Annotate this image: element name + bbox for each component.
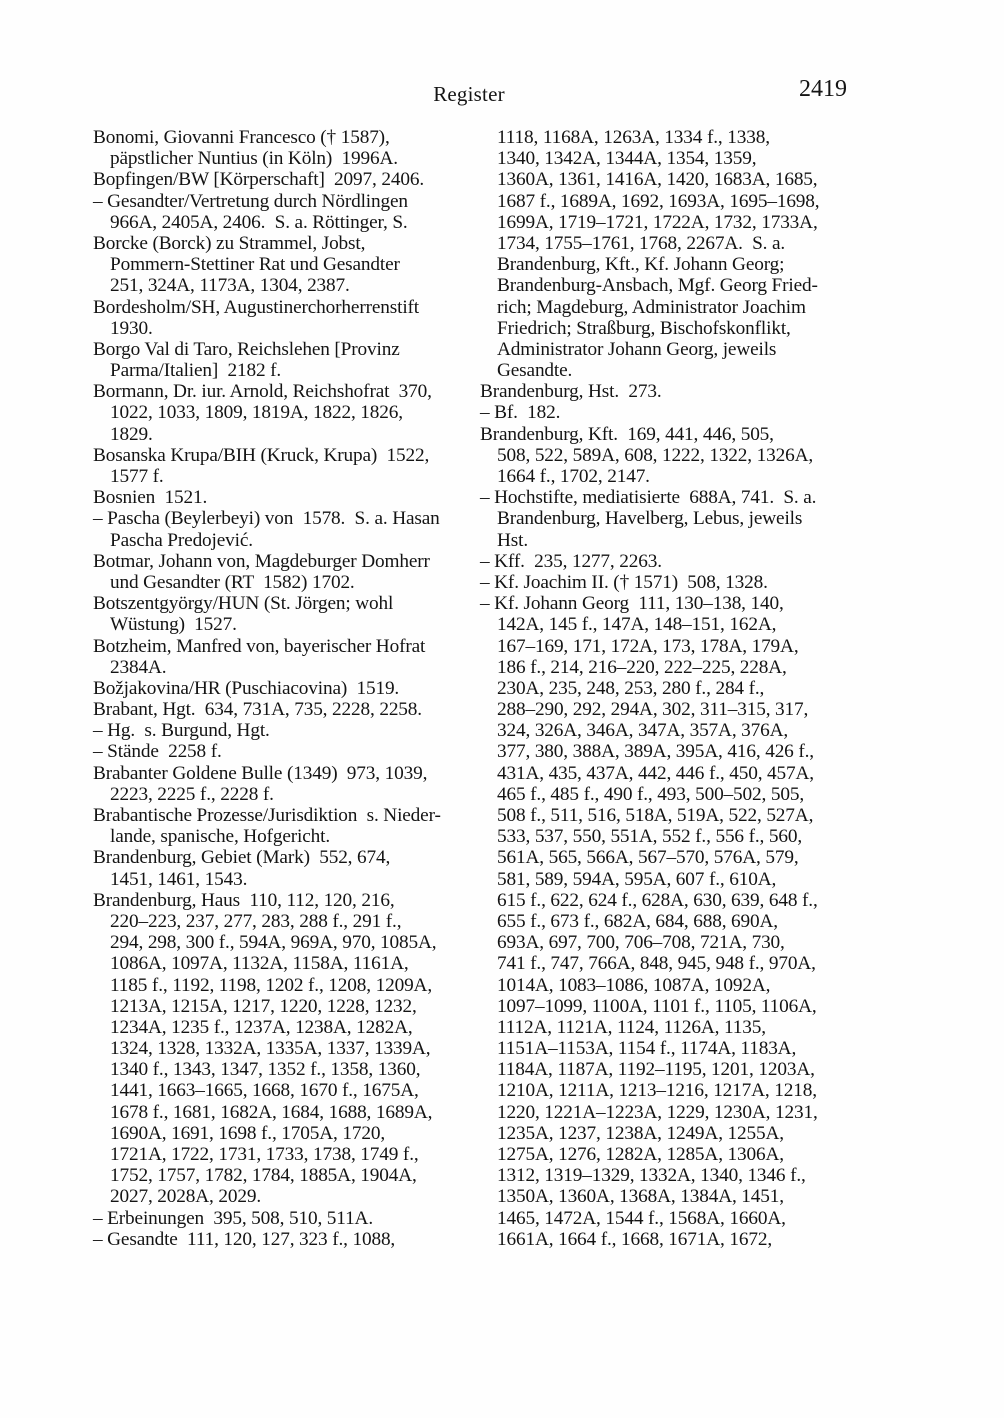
index-line: 1441, 1663–1665, 1668, 1670 f., 1675A, xyxy=(110,1080,419,1102)
index-line: 1752, 1757, 1782, 1784, 1885A, 1904A, xyxy=(110,1165,417,1187)
index-line: 1275A, 1276, 1282A, 1285A, 1306A, xyxy=(497,1144,784,1165)
index-line: 1340 f., 1343, 1347, 1352 f., 1358, 1360, xyxy=(110,1059,421,1081)
index-line: Brandenburg, Hst. 273. xyxy=(480,381,662,403)
index-line: 1185 f., 1192, 1198, 1202 f., 1208, 1209A, xyxy=(110,974,432,996)
index-line: 1930. xyxy=(110,317,153,339)
index-line: 1118, 1168A, 1263A, 1334 f., 1338, xyxy=(497,127,770,148)
index-line: 431A, 435, 437A, 442, 446 f., 450, 457A, xyxy=(497,762,814,784)
index-line: 465 f., 485 f., 490 f., 493, 500–502, 505, xyxy=(497,783,805,805)
index-line: 615 f., 622, 624 f., 628A, 630, 639, 648 f., xyxy=(497,889,818,911)
index-line: 1664 f., 1702, 2147. xyxy=(497,466,650,487)
index-line: 561A, 565, 566A, 567–570, 576A, 579, xyxy=(497,847,799,869)
index-line: – Hochstifte, mediatisierte 688A, 741. S. a. xyxy=(480,487,817,509)
index-line: 1014A, 1083–1086, 1087A, 1092A, xyxy=(497,974,771,996)
index-line: – Pascha (Beylerbeyi) von 1578. S. a. Hasan xyxy=(93,508,440,530)
index-line: Bopfingen/BW [Körperschaft] 2097, 2406. xyxy=(93,169,424,191)
index-line: Borcke (Borck) zu Strammel, Jobst, xyxy=(93,232,366,254)
index-line: und Gesandter (RT 1582) 1702. xyxy=(110,571,355,593)
index-line: 2223, 2225 f., 2228 f. xyxy=(110,783,274,805)
index-line: Bormann, Dr. iur. Arnold, Reichshofrat 370, xyxy=(93,381,432,403)
index-line: 581, 589, 594A, 595A, 607 f., 610A, xyxy=(497,868,777,890)
index-line: 741 f., 747, 766A, 848, 945, 948 f., 970A, xyxy=(497,953,816,975)
index-line: 1577 f. xyxy=(110,466,164,487)
index-line: 966A, 2405A, 2406. S. a. Röttinger, S. xyxy=(110,211,408,233)
index-line: 655 f., 673 f., 682A, 684, 688, 690A, xyxy=(497,910,778,932)
index-line: 508, 522, 589A, 608, 1222, 1322, 1326A, xyxy=(497,444,814,466)
index-line: Brandenburg-Ansbach, Mgf. Georg Fried- xyxy=(497,275,818,297)
index-line: 1360A, 1361, 1416A, 1420, 1683A, 1685, xyxy=(497,169,818,191)
index-line: 1678 f., 1681, 1682A, 1684, 1688, 1689A, xyxy=(110,1101,433,1123)
index-line: 1465, 1472A, 1544 f., 1568A, 1660A, xyxy=(497,1207,786,1229)
index-line: – Gesandter/Vertretung durch Nördlingen xyxy=(93,190,408,212)
index-line: 1112A, 1121A, 1124, 1126A, 1135, xyxy=(497,1016,766,1038)
index-line: 1451, 1461, 1543. xyxy=(110,868,248,890)
index-line: Botmar, Johann von, Magdeburger Domherr xyxy=(93,550,430,572)
index-line: 1324, 1328, 1332A, 1335A, 1337, 1339A, xyxy=(110,1038,431,1060)
index-line: 1097–1099, 1100A, 1101 f., 1105, 1106A, xyxy=(497,995,817,1017)
index-line: Botzheim, Manfred von, bayerischer Hofrat xyxy=(93,635,426,657)
index-line: Administrator Johann Georg, jeweils xyxy=(497,338,777,360)
index-line: Brandenburg, Kft., Kf. Johann Georg; xyxy=(497,254,785,276)
index-line: Pommern-Stettiner Rat und Gesandter xyxy=(110,254,400,276)
index-line: päpstlicher Nuntius (in Köln) 1996A. xyxy=(110,148,398,170)
index-line: 2384A. xyxy=(110,656,167,678)
index-line: Gesandte. xyxy=(497,360,573,382)
index-line: Brabanter Goldene Bulle (1349) 973, 1039, xyxy=(93,762,428,784)
index-line: lande, spanische, Hofgericht. xyxy=(110,826,330,848)
index-line: 167–169, 171, 172A, 173, 178A, 179A, xyxy=(497,635,799,657)
index-line: 693A, 697, 700, 706–708, 721A, 730, xyxy=(497,932,785,954)
index-line: – Kf. Johann Georg 111, 130–138, 140, xyxy=(480,593,784,615)
index-line: 1022, 1033, 1809, 1819A, 1822, 1826, xyxy=(110,402,403,424)
index-line: Bordesholm/SH, Augustinerchorherrenstift xyxy=(93,296,420,318)
index-line: 1699A, 1719–1721, 1722A, 1732, 1733A, xyxy=(497,211,818,233)
index-line: 1184A, 1187A, 1192–1195, 1201, 1203A, xyxy=(497,1059,815,1081)
index-line: – Gesandte 111, 120, 127, 323 f., 1088, xyxy=(93,1228,396,1250)
index-line: 1340, 1342A, 1344A, 1354, 1359, xyxy=(497,148,757,170)
index-line: rich; Magdeburg, Administrator Joachim xyxy=(497,296,806,318)
index-line: Božjakovina/HR (Puschiacovina) 1519. xyxy=(93,677,400,699)
index-line: 1687 f., 1689A, 1692, 1693A, 1695–1698, xyxy=(497,190,820,212)
index-line: 324, 326A, 346A, 347A, 357A, 376A, xyxy=(497,720,789,742)
index-line: – Hg. s. Burgund, Hgt. xyxy=(93,720,270,742)
index-line: Brandenburg, Kft. 169, 441, 446, 505, xyxy=(480,423,774,445)
index-line: – Erbeinungen 395, 508, 510, 511A. xyxy=(93,1207,374,1229)
index-line: Bosnien 1521. xyxy=(93,487,208,509)
index-line: 1086A, 1097A, 1132A, 1158A, 1161A, xyxy=(110,953,409,975)
index-line: 294, 298, 300 f., 594A, 969A, 970, 1085A, xyxy=(110,932,437,954)
index-line: Brandenburg, Haus 110, 112, 120, 216, xyxy=(93,889,395,911)
index-line: 2027, 2028A, 2029. xyxy=(110,1186,262,1208)
index-line: 508 f., 511, 516, 518A, 519A, 522, 527A, xyxy=(497,805,814,826)
index-line: Borgo Val di Taro, Reichslehen [Provinz xyxy=(93,338,400,360)
index-line: – Kff. 235, 1277, 2263. xyxy=(480,550,662,572)
index-line: 251, 324A, 1173A, 1304, 2387. xyxy=(110,275,350,297)
column-left xyxy=(93,127,493,1250)
index-line: 1220, 1221A–1223A, 1229, 1230A, 1231, xyxy=(497,1101,818,1123)
index-line: 1312, 1319–1329, 1332A, 1340, 1346 f., xyxy=(497,1165,806,1187)
index-line: 533, 537, 550, 551A, 552 f., 556 f., 560, xyxy=(497,826,803,848)
index-line: 1350A, 1360A, 1368A, 1384A, 1451, xyxy=(497,1186,784,1208)
page-number: 2419 xyxy=(799,76,847,102)
index-line: Brandenburg, Gebiet (Mark) 552, 674, xyxy=(93,847,391,869)
index-line: 142A, 145 f., 147A, 148–151, 162A, xyxy=(497,614,777,636)
index-line: 288–290, 292, 294A, 302, 311–315, 317, xyxy=(497,699,809,721)
index-line: 1690A, 1691, 1698 f., 1705A, 1720, xyxy=(110,1122,386,1144)
index-line: Pascha Predojević. xyxy=(110,529,253,551)
index-line: Brandenburg, Havelberg, Lebus, jeweils xyxy=(497,508,803,530)
index-line: 1235A, 1237, 1238A, 1249A, 1255A, xyxy=(497,1122,784,1144)
index-line: 1661A, 1664 f., 1668, 1671A, 1672, xyxy=(497,1228,773,1250)
column-right xyxy=(480,127,900,1250)
index-line: 230A, 235, 248, 253, 280 f., 284 f., xyxy=(497,677,765,699)
index-line: Botszentgyörgy/HUN (St. Jörgen; wohl xyxy=(93,593,394,615)
index-line: Hst. xyxy=(497,529,529,551)
index-line: 1151A–1153A, 1154 f., 1174A, 1183A, xyxy=(497,1038,797,1060)
index-line: – Bf. 182. xyxy=(480,402,561,424)
index-line: 186 f., 214, 216–220, 222–225, 228A, xyxy=(497,656,787,678)
index-line: 220–223, 237, 277, 283, 288 f., 291 f., xyxy=(110,910,402,932)
index-line: 1721A, 1722, 1731, 1733, 1738, 1749 f., xyxy=(110,1144,419,1165)
index-line: Parma/Italien] 2182 f. xyxy=(110,360,282,382)
index-line: 1210A, 1211A, 1213–1216, 1217A, 1218, xyxy=(497,1080,817,1102)
index-line: Brabant, Hgt. 634, 731A, 735, 2228, 2258. xyxy=(93,699,422,721)
index-line: 1213A, 1215A, 1217, 1220, 1228, 1232, xyxy=(110,995,417,1017)
index-line: Friedrich; Straßburg, Bischofskonflikt, xyxy=(497,317,791,339)
index-line: Wüstung) 1527. xyxy=(110,614,237,636)
index-line: Bonomi, Giovanni Francesco († 1587), xyxy=(93,127,390,148)
index-line: 1829. xyxy=(110,423,153,445)
page-title: Register xyxy=(433,82,505,106)
index-line: Bosanska Krupa/BIH (Kruck, Krupa) 1522, xyxy=(93,444,430,466)
index-line: 1734, 1755–1761, 1768, 2267A. S. a. xyxy=(497,232,786,254)
index-line: 1234A, 1235 f., 1237A, 1238A, 1282A, xyxy=(110,1016,413,1038)
index-line: – Kf. Joachim II. († 1571) 508, 1328. xyxy=(480,571,768,593)
index-line: – Stände 2258 f. xyxy=(93,741,222,763)
index-line: 377, 380, 388A, 389A, 395A, 416, 426 f., xyxy=(497,741,814,763)
index-line: Brabantische Prozesse/Jurisdiktion s. Nieder- xyxy=(93,805,441,826)
